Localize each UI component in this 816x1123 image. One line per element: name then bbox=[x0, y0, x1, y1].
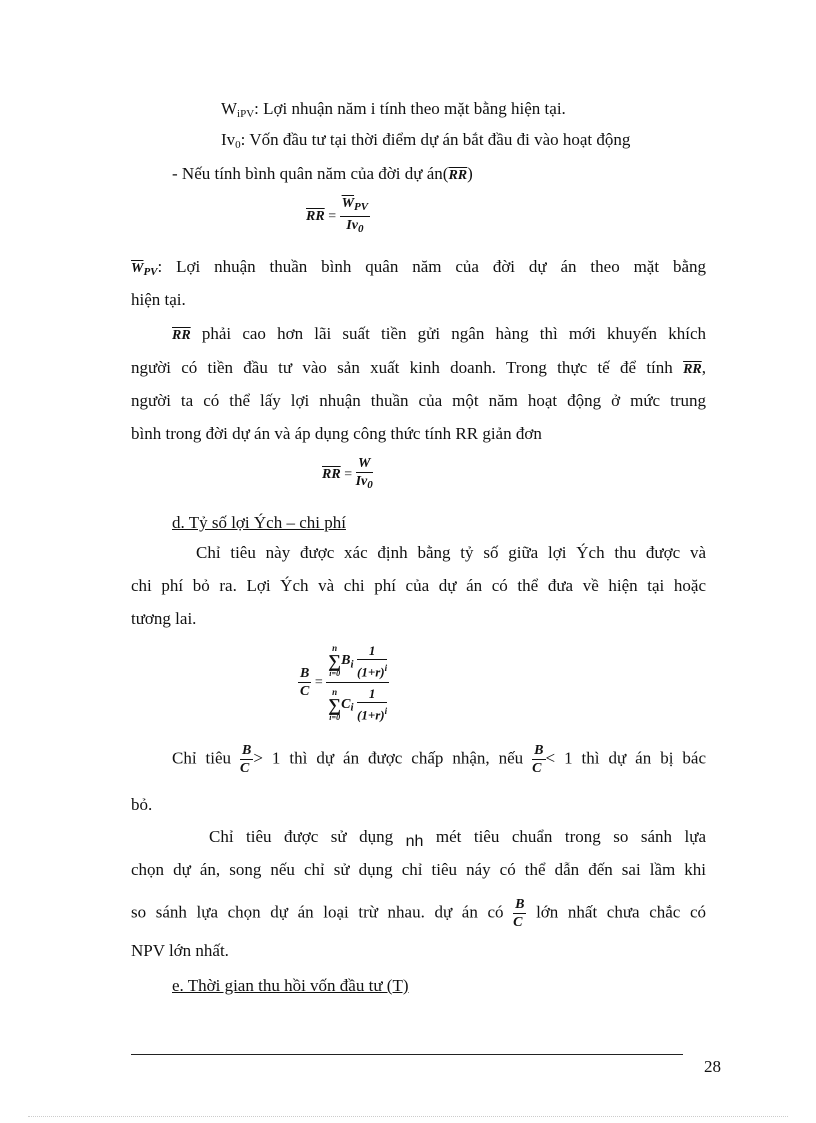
acceptance-criterion-line: Chỉ tiêu $\frac{B}{C}$ > 1 thì dự án được chấp nhận, nếu $\frac{B}{C}$ < 1 thì dự án bị bác bbox=[172, 743, 706, 776]
definition-wpv: $\overline{W}_{PV}$: Lợi nhuận thuần bình quân năm của đời dự án theo mặt bằng bbox=[131, 257, 706, 278]
formula-rr-simple: $\overline{RR}$ = $\frac{W}{Iv_0}$ bbox=[322, 456, 373, 491]
rr-para-line3: người ta có thể lấy lợi nhuận thuần của một năm hoạt động ở mức trung bbox=[131, 391, 706, 410]
benefit-cost-para-line2: chi phí bỏ ra. Lợi Ých và chi phí của dự án có thể đưa về hiện tại hoặc bbox=[131, 576, 706, 595]
footer-rule bbox=[131, 1054, 683, 1055]
benefit-cost-para-line1: Chỉ tiêu này được xác định bằng tỷ số giữa lợi Ých thu được và bbox=[196, 543, 706, 562]
sum-sign: ∑ bbox=[328, 694, 342, 715]
rr-para-line1: $\overline{RR}$ phải cao hơn lãi suất tiền gửi ngân hàng thì mới khuyến khích bbox=[172, 324, 706, 343]
definition-iv0: $Iv_0$: Vốn đầu tư tại thời điểm dự án bắt đầu đi vào hoạt động bbox=[221, 130, 631, 151]
average-intro: - Nếu tính bình quân năm của đời dự $án(\overline{RR})$ bbox=[172, 164, 473, 183]
heading-benefit-cost-ratio: d. Tỷ số lợi Ých – chi phí bbox=[172, 513, 346, 532]
usage-para-line1: Chỉ tiêu được sử dụng nh mét tiêu chuẩn trong so sánh lựa bbox=[209, 827, 707, 850]
definition-wipv: $W_{iPV}$: Lợi nhuận năm i tính theo mặt bằng hiện tại. bbox=[221, 99, 566, 120]
usage-para-line3: so sánh lựa chọn dự án loại trừ nhau. dự án có $\frac{B}{C}$ lớn nhất chưa chắc có bbox=[131, 897, 707, 930]
sum-sign: ∑ bbox=[328, 651, 342, 672]
page-number: 28 bbox=[704, 1057, 721, 1076]
benefit-cost-para-line3: tương lai. bbox=[131, 609, 197, 628]
acceptance-criterion-cont: bỏ. bbox=[131, 795, 153, 814]
formula-rr-average: $\overline{RR}$ = $\frac{\overline{W}_{PV}}{Iv_0}$ bbox=[306, 196, 369, 235]
definition-wpv-cont: hiện tại. bbox=[131, 290, 186, 309]
usage-para-line4: NPV lớn nhất. bbox=[131, 941, 229, 960]
heading-payback-period: e. Thời gian thu hồi vốn đầu tư (T) bbox=[172, 976, 409, 995]
rr-para-line2: người có tiền đầu tư vào sản xuất kinh doanh. Trong thực tế để tính $\overline{RR}$, bbox=[131, 358, 706, 377]
usage-para-line2: chọn dự án, song nếu chỉ sử dụng chỉ tiêu náy có thể dẫn đến sai lầm khi bbox=[131, 860, 706, 879]
rr-para-line4: bình trong đời dự án và áp dụng công thức tính RR giản đơn bbox=[131, 424, 542, 443]
page-bottom-dotted-border bbox=[28, 1116, 788, 1117]
formula-benefit-cost: $\frac{B}{C}$ = n ∑ i=0 $B_i$ $\frac{1}{(1+r)^i}$ n ∑ i=0 $C_i$ $\frac{1}{(1+r)^i}$ bbox=[300, 643, 388, 723]
